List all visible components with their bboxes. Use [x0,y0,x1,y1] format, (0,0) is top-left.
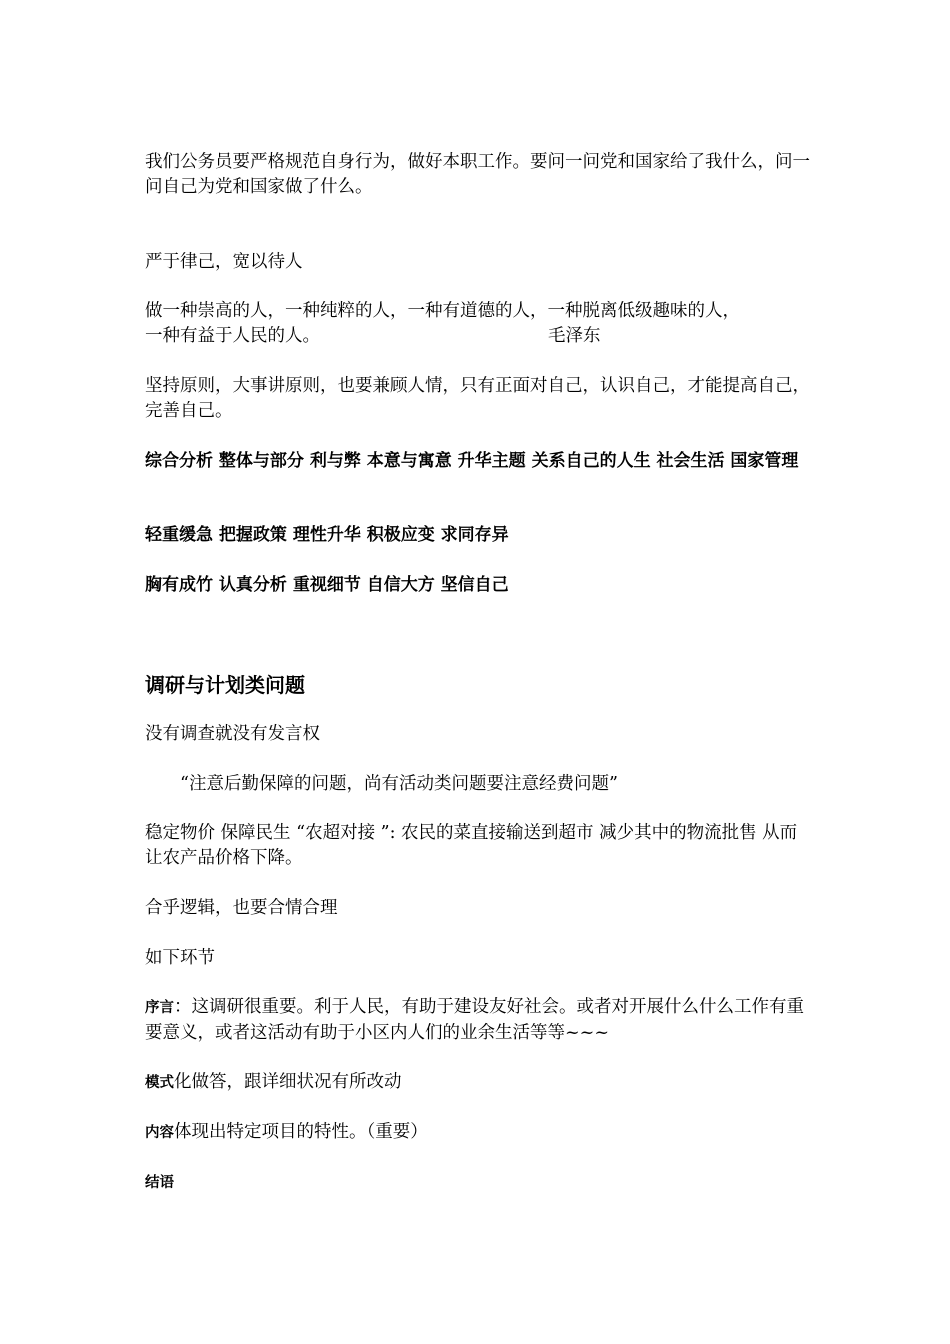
paragraph-steps: 如下环节 [145,948,215,968]
paragraph-logic: 合乎逻辑，也要合情合理 [145,898,338,918]
paragraph-logistics: “注意后勤保障的问题，尚有活动类问题要注意经费问题” [180,774,618,794]
preface-label: 序言 [145,1000,174,1016]
paragraph-preface [145,995,810,1046]
paragraph-principles: 坚持原则，大事讲原则，也要兼顾人情，只有正面对自己，认识自己，才能提高自己，完善自己。 [145,376,810,421]
conclusion-label: 结语 [145,1175,174,1191]
paragraph-investigation: 没有调查就没有发言权 [145,724,320,744]
mode-label: 模式 [145,1075,174,1091]
keywords-confidence: 胸有成竹 认真分析 重视细节 自信大方 坚信自己 [145,575,509,595]
content-text: 体现出特定项目的特性。（重要） [174,1122,428,1142]
preface-text: ：这调研很重要。利于人民，有助于建设友好社会。或者对开展什么什么工作有重要意义，或者这活动有助于小区内人们的业余生活等等~~~ [145,997,804,1043]
paragraph-prices: 稳定物价 保障民生 “农超对接 ”: 农民的菜直接输送到超市 减少其中的物流批售 从而让农产品价格下降。 [145,823,798,868]
paragraph-civil-servant: 我们公务员要严格规范自身行为，做好本职工作。要问一问党和国家给了我什么，问一问自己为党和国家做了什么。 [145,152,810,197]
quote-author: 毛泽东 [548,326,601,346]
content-label: 内容 [145,1125,174,1141]
paragraph-content [145,1120,810,1146]
mode-text: 化做答，跟详细状况有所改动 [174,1072,402,1092]
keywords-analysis: 综合分析 整体与部分 利与弊 本意与寓意 升华主题 关系自己的人生 社会生活 国家管理 [145,451,799,471]
quote-line-2-text: 一种有益于人民的人。 [145,326,320,346]
keywords-priority: 轻重缓急 把握政策 理性升华 积极应变 求同存异 [145,525,509,545]
quote-line-2 [145,324,810,349]
paragraph-mode [145,1070,810,1096]
quote-line-1: 做一种崇高的人，一种纯粹的人，一种有道德的人，一种脱离低级趣味的人， [145,301,740,321]
section-heading: 调研与计划类问题 [145,673,305,697]
paragraph-quote [145,299,810,349]
paragraph-self-discipline: 严于律己，宽以待人 [145,252,303,272]
paragraph-conclusion [145,1170,810,1196]
